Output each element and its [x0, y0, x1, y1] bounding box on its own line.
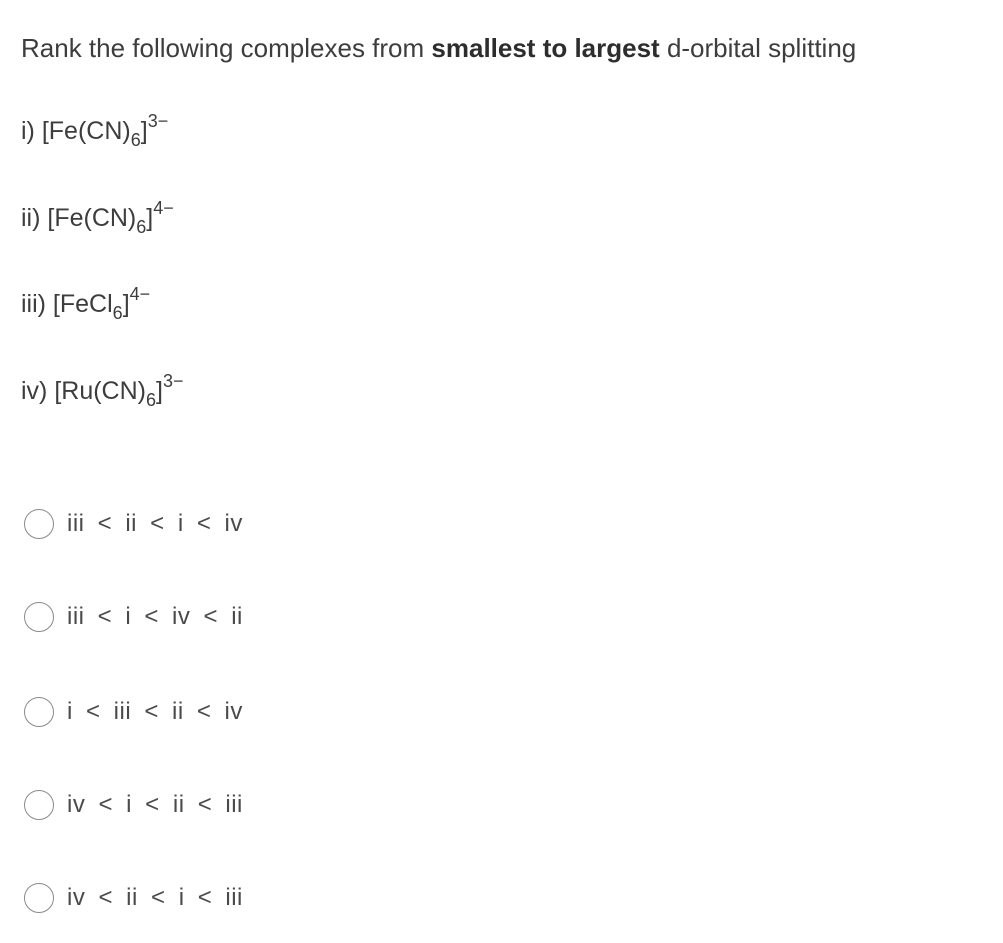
complex-label: iii) [FeCl [21, 290, 113, 318]
complex-bracket: ] [122, 290, 130, 318]
answer-option-5[interactable] [24, 880, 243, 916]
option-label[interactable]: iv < ii < i < iii [67, 884, 243, 911]
answer-option-2[interactable] [24, 599, 243, 635]
answer-option-1[interactable] [24, 506, 243, 542]
complex-iv [21, 373, 184, 409]
radio-button[interactable] [24, 509, 54, 539]
complex-bracket: ] [140, 117, 148, 145]
complex-subscript: 6 [112, 303, 123, 323]
radio-button[interactable] [24, 602, 54, 632]
option-label[interactable]: iii < i < iv < ii [67, 603, 243, 630]
complex-ii [21, 200, 174, 236]
answer-option-3[interactable] [24, 694, 243, 730]
radio-button[interactable] [24, 697, 54, 727]
complex-label: ii) [Fe(CN) [21, 204, 137, 232]
complex-subscript: 6 [146, 390, 157, 410]
complex-label: i) [Fe(CN) [21, 117, 131, 145]
answer-option-4[interactable] [24, 787, 243, 823]
complex-charge: 4− [129, 284, 151, 304]
radio-button[interactable] [24, 883, 54, 913]
complex-charge: 3− [162, 371, 184, 391]
complex-subscript: 6 [136, 217, 147, 237]
complex-charge: 4− [153, 198, 174, 218]
question-suffix: d-orbital splitting [659, 33, 857, 63]
question-emphasis: smallest to largest [431, 33, 660, 63]
option-label[interactable]: iv < i < ii < iii [67, 791, 243, 818]
radio-button[interactable] [24, 790, 54, 820]
question-prefix: Rank the following complexes from [21, 33, 432, 63]
option-label[interactable]: iii < ii < i < iv [67, 510, 243, 537]
complex-bracket: ] [146, 204, 154, 232]
complex-i [21, 113, 168, 149]
question-text [21, 30, 856, 66]
complex-label: iv) [Ru(CN) [21, 377, 146, 405]
complex-bracket: ] [156, 377, 163, 405]
option-label[interactable]: i < iii < ii < iv [67, 698, 243, 725]
complex-iii [21, 286, 150, 322]
complex-subscript: 6 [130, 130, 141, 150]
complex-charge: 3− [147, 111, 169, 131]
